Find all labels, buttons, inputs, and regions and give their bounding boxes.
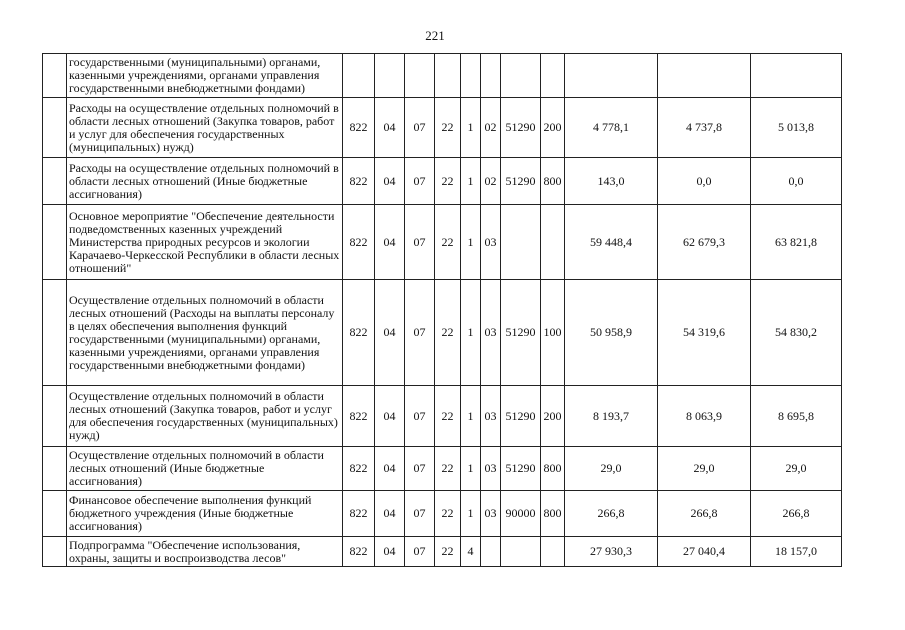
page-number: 221 bbox=[425, 28, 445, 43]
table-row bbox=[43, 280, 842, 386]
expense-type-cell bbox=[541, 54, 565, 98]
subsection-code-cell: 07 bbox=[405, 491, 435, 537]
subsection-code-cell: 07 bbox=[405, 447, 435, 491]
table-row bbox=[43, 205, 842, 280]
subprogram-code-cell: 1 bbox=[461, 386, 481, 447]
event-code-cell bbox=[481, 537, 501, 567]
program-code-cell: 22 bbox=[435, 537, 461, 567]
table-row bbox=[43, 386, 842, 447]
row-marker-cell bbox=[43, 491, 67, 537]
amount-year2-cell: 0,0 bbox=[658, 158, 751, 205]
grbs-code-cell: 822 bbox=[343, 537, 375, 567]
table-row bbox=[43, 158, 842, 205]
amount-year3-cell: 18 157,0 bbox=[751, 537, 842, 567]
table-row bbox=[43, 537, 842, 567]
amount-year3-cell: 54 830,2 bbox=[751, 280, 842, 386]
subprogram-code-cell: 4 bbox=[461, 537, 481, 567]
section-code-cell: 04 bbox=[375, 491, 405, 537]
subsection-code-cell: 07 bbox=[405, 205, 435, 280]
event-code-cell: 03 bbox=[481, 205, 501, 280]
event-code-cell: 03 bbox=[481, 491, 501, 537]
amount-year3-cell: 266,8 bbox=[751, 491, 842, 537]
description-cell: Расходы на осуществление отдельных полномочий в области лесных отношений (Иные бюджетные ассигнования) bbox=[67, 158, 343, 205]
row-marker-cell bbox=[43, 537, 67, 567]
table-row bbox=[43, 447, 842, 491]
event-code-cell: 03 bbox=[481, 280, 501, 386]
amount-year2-cell: 4 737,8 bbox=[658, 98, 751, 158]
amount-year2-cell: 29,0 bbox=[658, 447, 751, 491]
event-code-cell: 02 bbox=[481, 98, 501, 158]
amount-year3-cell: 0,0 bbox=[751, 158, 842, 205]
expense-type-cell: 200 bbox=[541, 386, 565, 447]
direction-code-cell: 51290 bbox=[501, 386, 541, 447]
event-code-cell: 03 bbox=[481, 447, 501, 491]
row-marker-cell bbox=[43, 98, 67, 158]
expense-type-cell: 800 bbox=[541, 447, 565, 491]
amount-year3-cell: 29,0 bbox=[751, 447, 842, 491]
program-code-cell: 22 bbox=[435, 280, 461, 386]
grbs-code-cell bbox=[343, 54, 375, 98]
table-row bbox=[43, 98, 842, 158]
program-code-cell: 22 bbox=[435, 491, 461, 537]
section-code-cell: 04 bbox=[375, 205, 405, 280]
amount-year2-cell: 54 319,6 bbox=[658, 280, 751, 386]
subsection-code-cell bbox=[405, 54, 435, 98]
section-code-cell: 04 bbox=[375, 280, 405, 386]
amount-year1-cell: 4 778,1 bbox=[565, 98, 658, 158]
description-cell: Осуществление отдельных полномочий в области лесных отношений (Закупка товаров, работ и услуг для обеспечения государственных (муниципальных) нужд) bbox=[67, 386, 343, 447]
amount-year1-cell: 59 448,4 bbox=[565, 205, 658, 280]
subprogram-code-cell: 1 bbox=[461, 158, 481, 205]
amount-year2-cell: 27 040,4 bbox=[658, 537, 751, 567]
description-cell: Подпрограмма "Обеспечение использования, охраны, защиты и воспроизводства лесов" bbox=[67, 537, 343, 567]
description-cell: Осуществление отдельных полномочий в области лесных отношений (Расходы на выплаты персоналу в целях обеспечения выполнения функций государственными (муниципальными) органами, казенными учреждениями, органами управления государственными внебюджетными фондами) bbox=[67, 280, 343, 386]
amount-year2-cell: 62 679,3 bbox=[658, 205, 751, 280]
expense-type-cell: 100 bbox=[541, 280, 565, 386]
program-code-cell: 22 bbox=[435, 98, 461, 158]
description-cell: Осуществление отдельных полномочий в области лесных отношений (Иные бюджетные ассигнования) bbox=[67, 447, 343, 491]
grbs-code-cell: 822 bbox=[343, 386, 375, 447]
subsection-code-cell: 07 bbox=[405, 537, 435, 567]
description-cell: государственными (муниципальными) органами, казенными учреждениями, органами управления государственными внебюджетными фондами) bbox=[67, 54, 343, 98]
amount-year2-cell: 8 063,9 bbox=[658, 386, 751, 447]
budget-table bbox=[42, 53, 842, 567]
expense-type-cell: 800 bbox=[541, 491, 565, 537]
event-code-cell: 03 bbox=[481, 386, 501, 447]
grbs-code-cell: 822 bbox=[343, 447, 375, 491]
row-marker-cell bbox=[43, 280, 67, 386]
row-marker-cell bbox=[43, 205, 67, 280]
amount-year1-cell bbox=[565, 54, 658, 98]
direction-code-cell bbox=[501, 54, 541, 98]
program-code-cell: 22 bbox=[435, 205, 461, 280]
description-cell: Финансовое обеспечение выполнения функций бюджетного учреждения (Иные бюджетные ассигнования) bbox=[67, 491, 343, 537]
subsection-code-cell: 07 bbox=[405, 386, 435, 447]
direction-code-cell: 51290 bbox=[501, 447, 541, 491]
subprogram-code-cell: 1 bbox=[461, 447, 481, 491]
amount-year1-cell: 266,8 bbox=[565, 491, 658, 537]
amount-year3-cell: 5 013,8 bbox=[751, 98, 842, 158]
grbs-code-cell: 822 bbox=[343, 491, 375, 537]
table-row bbox=[43, 54, 842, 98]
event-code-cell bbox=[481, 54, 501, 98]
expense-type-cell: 200 bbox=[541, 98, 565, 158]
grbs-code-cell: 822 bbox=[343, 280, 375, 386]
program-code-cell: 22 bbox=[435, 447, 461, 491]
section-code-cell: 04 bbox=[375, 447, 405, 491]
subprogram-code-cell: 1 bbox=[461, 280, 481, 386]
expense-type-cell bbox=[541, 205, 565, 280]
program-code-cell: 22 bbox=[435, 158, 461, 205]
description-cell: Расходы на осуществление отдельных полномочий в области лесных отношений (Закупка товаров, работ и услуг для обеспечения государственных (муниципальных) нужд) bbox=[67, 98, 343, 158]
grbs-code-cell: 822 bbox=[343, 158, 375, 205]
subsection-code-cell: 07 bbox=[405, 158, 435, 205]
row-marker-cell bbox=[43, 447, 67, 491]
amount-year3-cell: 63 821,8 bbox=[751, 205, 842, 280]
amount-year1-cell: 143,0 bbox=[565, 158, 658, 205]
section-code-cell: 04 bbox=[375, 98, 405, 158]
program-code-cell bbox=[435, 54, 461, 98]
direction-code-cell: 51290 bbox=[501, 158, 541, 205]
subprogram-code-cell bbox=[461, 54, 481, 98]
subsection-code-cell: 07 bbox=[405, 98, 435, 158]
subprogram-code-cell: 1 bbox=[461, 98, 481, 158]
row-marker-cell bbox=[43, 54, 67, 98]
expense-type-cell: 800 bbox=[541, 158, 565, 205]
direction-code-cell bbox=[501, 537, 541, 567]
section-code-cell: 04 bbox=[375, 386, 405, 447]
direction-code-cell bbox=[501, 205, 541, 280]
amount-year1-cell: 50 958,9 bbox=[565, 280, 658, 386]
direction-code-cell: 51290 bbox=[501, 280, 541, 386]
event-code-cell: 02 bbox=[481, 158, 501, 205]
program-code-cell: 22 bbox=[435, 386, 461, 447]
amount-year2-cell: 266,8 bbox=[658, 491, 751, 537]
row-marker-cell bbox=[43, 158, 67, 205]
direction-code-cell: 90000 bbox=[501, 491, 541, 537]
subprogram-code-cell: 1 bbox=[461, 205, 481, 280]
amount-year3-cell bbox=[751, 54, 842, 98]
amount-year3-cell: 8 695,8 bbox=[751, 386, 842, 447]
amount-year1-cell: 27 930,3 bbox=[565, 537, 658, 567]
section-code-cell: 04 bbox=[375, 537, 405, 567]
expense-type-cell bbox=[541, 537, 565, 567]
subprogram-code-cell: 1 bbox=[461, 491, 481, 537]
section-code-cell bbox=[375, 54, 405, 98]
grbs-code-cell: 822 bbox=[343, 98, 375, 158]
table-row bbox=[43, 491, 842, 537]
subsection-code-cell: 07 bbox=[405, 280, 435, 386]
row-marker-cell bbox=[43, 386, 67, 447]
section-code-cell: 04 bbox=[375, 158, 405, 205]
amount-year1-cell: 29,0 bbox=[565, 447, 658, 491]
direction-code-cell: 51290 bbox=[501, 98, 541, 158]
amount-year1-cell: 8 193,7 bbox=[565, 386, 658, 447]
grbs-code-cell: 822 bbox=[343, 205, 375, 280]
description-cell: Основное мероприятие "Обеспечение деятельности подведомственных казенных учреждений Министерства природных ресурсов и экологии Карачаево-Черкесской Республики в области лесных отношений" bbox=[67, 205, 343, 280]
amount-year2-cell bbox=[658, 54, 751, 98]
